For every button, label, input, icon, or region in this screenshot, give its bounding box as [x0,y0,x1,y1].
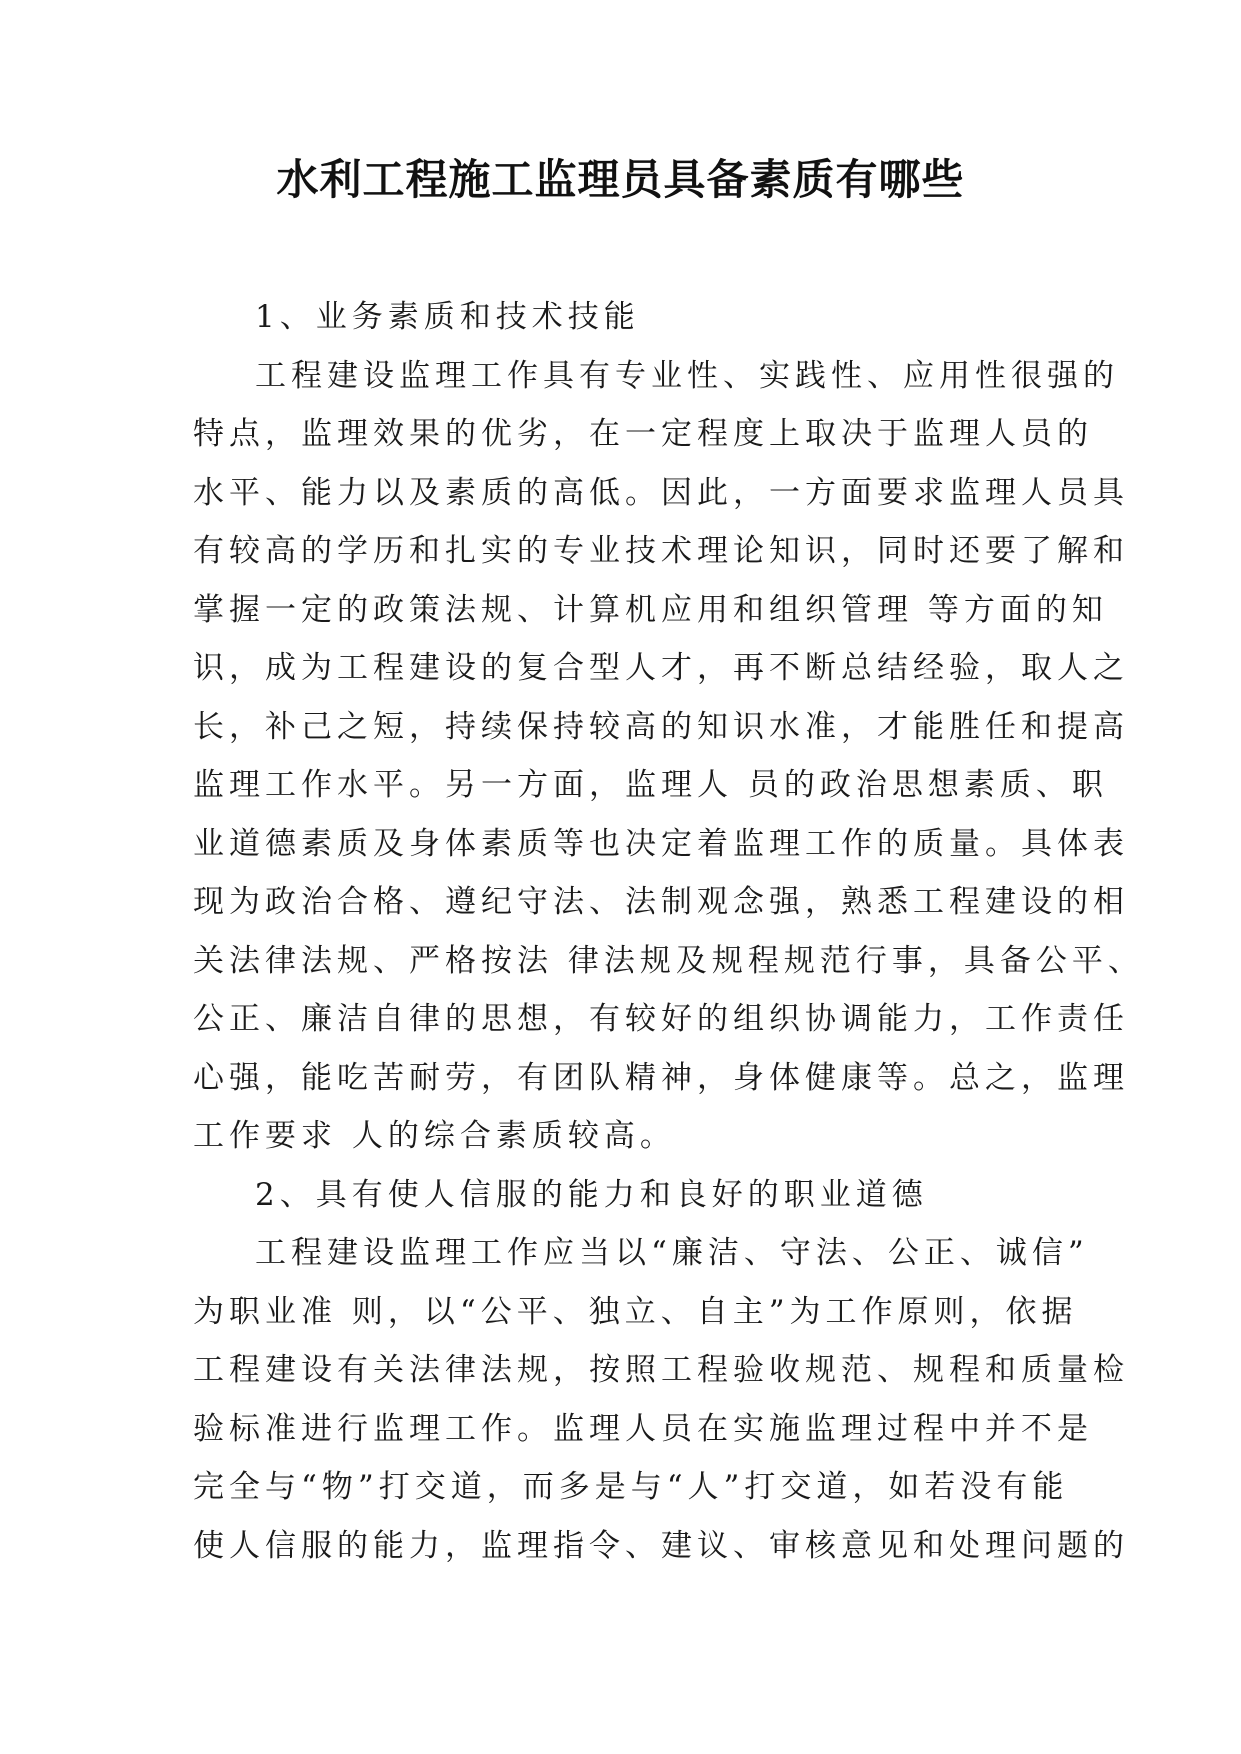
paragraph-line: 特点，监理效果的优劣，在一定程度上取决于监理人员的 [193,416,1093,452]
paragraph-line: 有较高的学历和扎实的专业技术理论知识，同时还要了解和 [193,533,1129,569]
paragraph-line: 水平、能力以及素质的高低。因此，一方面要求监理人员具 [193,474,1129,511]
paragraph-line: 工程建设监理工作应当以“廉洁、守法、公正、诚信” [255,1235,1089,1271]
document-body [193,288,1144,1575]
paragraph-line: 识，成为工程建设的复合型人才，再不断总结经验，取人之 [193,650,1129,686]
paragraph-line: 掌握一定的政策法规、计算机应用和组织管理 等方面的知 [193,591,1108,628]
document-title: 水利工程施工监理员具备素质有哪些 [276,155,965,204]
paragraph-line: 工作要求 人的综合素质较高。 [193,1118,676,1154]
paragraph-line: 工程建设监理工作具有专业性、实践性、应用性很强的 [255,357,1119,394]
paragraph-line: 业道德素质及身体素质等也决定着监理工作的质量。具体表 [193,825,1129,862]
paragraph-line: 监理工作水平。另一方面，监理人 员的政治思想素质、职 [193,767,1108,803]
paragraph-line: 关法律法规、严格按法 律法规及规程规范行事，具备公平、 [193,942,1144,979]
paragraph-line: 长，补己之短，持续保持较高的知识水准，才能胜任和提高 [193,708,1129,745]
section-heading-2: 2、具有使人信服的能力和良好的职业道德 [255,1176,928,1213]
paragraph-line: 使人信服的能力，监理指令、建议、审核意见和处理问题的 [193,1527,1129,1564]
paragraph-line: 工程建设有关法律法规，按照工程验收规范、规程和质量检 [193,1352,1129,1388]
paragraph-line: 现为政治合格、遵纪守法、法制观念强，熟悉工程建设的相 [193,884,1129,920]
paragraph-line: 为职业准 则，以“公平、独立、自主”为工作原则，依据 [193,1293,1078,1330]
paragraph-line: 公正、廉洁自律的思想，有较好的组织协调能力，工作责任 [193,1001,1129,1037]
paragraph-line: 验标准进行监理工作。监理人员在实施监理过程中并不是 [193,1410,1093,1447]
section-heading-1: 1、业务素质和技术技能 [255,299,640,335]
paragraph-line: 完全与“物”打交道，而多是与“人”打交道，如若没有能 [193,1469,1069,1505]
paragraph-line: 心强，能吃苦耐劳，有团队精神，身体健康等。总之，监理 [193,1059,1129,1096]
